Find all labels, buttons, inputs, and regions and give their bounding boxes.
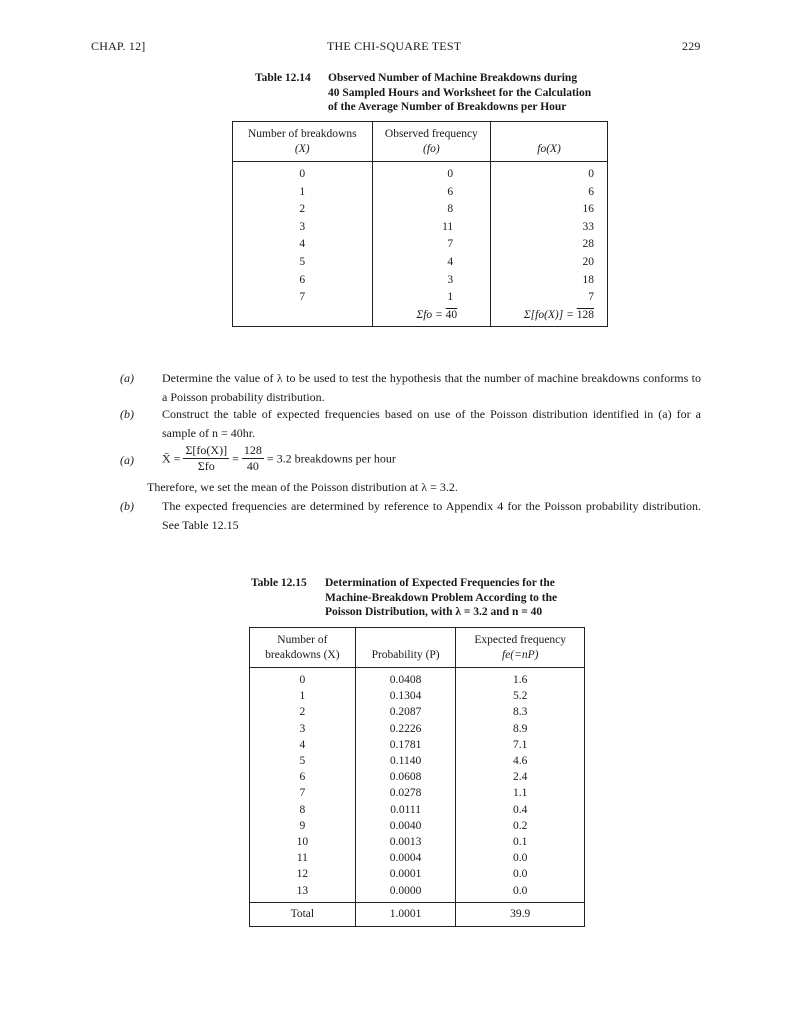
table-row: [250, 802, 585, 818]
expected-frequency-cell: 0.0: [456, 850, 585, 866]
problem-text: Determine the value of λ to be used to test the hypothesis that the number of machine breakdowns conforms to a Poisson probability distribution.: [162, 371, 701, 404]
fraction-values: [242, 443, 264, 474]
breakdowns-cell: 12: [296, 868, 309, 881]
probability-cell: 0.0111: [355, 802, 456, 818]
table-12-15: [249, 627, 585, 927]
fox-cell: 7: [491, 289, 608, 307]
breakdowns-cell: 5: [299, 755, 306, 768]
table-row: [233, 236, 608, 254]
column-header-observed: Observed frequency (fo): [372, 122, 491, 162]
probability-cell: 0.0608: [355, 769, 456, 785]
breakdowns-cell: 2: [299, 706, 306, 719]
table-row: [233, 289, 608, 307]
table-header-row: [233, 122, 608, 162]
fox-cell: 28: [491, 236, 608, 254]
probability-cell: 0.0278: [355, 785, 456, 801]
breakdowns-cell: 10: [296, 836, 309, 849]
table-12-15-caption: [251, 576, 611, 622]
denominator: 40: [246, 459, 259, 473]
breakdowns-cell: 6: [299, 771, 306, 784]
probability-cell: 0.0001: [355, 866, 456, 882]
table-row: [233, 162, 608, 184]
problem-text: Construct the table of expected frequencies based on use of the Poisson distribution identified in (a) for a sample of n = 40hr.: [162, 407, 701, 440]
breakdowns-cell: 3: [299, 722, 306, 735]
table-12-14-caption: [255, 71, 615, 117]
total-probability: 1.0001: [355, 902, 456, 927]
breakdowns-cell: 3: [299, 220, 306, 233]
breakdowns-cell: 5: [299, 255, 306, 268]
table-12-14-number: Table 12.14: [255, 72, 311, 84]
table-row: [250, 688, 585, 704]
caption-line: of the Average Number of Breakdowns per Hour: [328, 101, 567, 113]
mean-formula: [162, 443, 396, 474]
table-row: [250, 834, 585, 850]
sum-fo-value: 40: [445, 308, 458, 321]
probability-cell: 0.0408: [355, 668, 456, 689]
therefore-sentence: Therefore, we set the mean of the Poisson distribution at λ = 3.2.: [147, 480, 458, 494]
table-row: [250, 850, 585, 866]
table-row: [233, 184, 608, 202]
breakdowns-cell: 6: [299, 273, 306, 286]
table-row: [250, 769, 585, 785]
table-row: [233, 254, 608, 272]
breakdowns-cell: 4: [299, 238, 306, 251]
part-label: (a): [120, 453, 134, 467]
expected-frequency-cell: 0.1: [456, 834, 585, 850]
breakdowns-cell: 4: [299, 738, 306, 751]
column-header-x: Number of breakdowns (X): [233, 122, 373, 162]
breakdowns-cell: 7: [299, 291, 306, 304]
table-row: [250, 818, 585, 834]
probability-cell: 0.0013: [355, 834, 456, 850]
expected-frequency-cell: 8.3: [456, 704, 585, 720]
probability-cell: 0.0040: [355, 818, 456, 834]
table-row: [250, 866, 585, 882]
expected-frequency-cell: 0.2: [456, 818, 585, 834]
expected-frequency-cell: 2.4: [456, 769, 585, 785]
expected-frequency-cell: 8.9: [456, 721, 585, 737]
sum-fo-cell: [372, 307, 491, 327]
sum-fo-label: Σfo =: [416, 308, 443, 321]
observed-frequency-cell: 8: [372, 201, 491, 219]
expected-frequency-cell: 1.6: [456, 668, 585, 689]
total-expected: 39.9: [456, 902, 585, 927]
breakdowns-cell: 8: [299, 803, 306, 816]
breakdowns-cell: 1: [299, 690, 306, 703]
total-label: Total: [250, 902, 356, 927]
probability-cell: 0.1140: [355, 753, 456, 769]
table-row: [250, 883, 585, 903]
table-row: [250, 737, 585, 753]
solution-part-b: [120, 497, 701, 534]
problem-part-b: [120, 405, 701, 442]
expected-frequency-cell: 0.0: [456, 866, 585, 882]
breakdowns-cell: 0: [299, 168, 306, 180]
expected-frequency-cell: 4.6: [456, 753, 585, 769]
empty-cell: [233, 307, 373, 327]
sum-fox-cell: [491, 307, 608, 327]
solution-part-a: [120, 443, 701, 477]
table-row: [233, 201, 608, 219]
probability-cell: 0.2226: [355, 721, 456, 737]
table-row: [250, 668, 585, 689]
numerator: 128: [243, 443, 262, 457]
column-header-x: Number of breakdowns (X): [250, 628, 356, 668]
caption-line: Observed Number of Machine Breakdowns during: [328, 72, 578, 84]
part-label: (b): [120, 407, 134, 421]
probability-cell: 0.1781: [355, 737, 456, 753]
fraction-sum: [183, 443, 229, 474]
expected-frequency-cell: 0.4: [456, 802, 585, 818]
part-label: (a): [120, 371, 134, 385]
table-row: [250, 704, 585, 720]
caption-line: Poisson Distribution, with λ = 3.2 and n = 40: [325, 606, 543, 618]
expected-frequency-cell: 0.0: [456, 883, 585, 903]
table-12-15-number: Table 12.15: [251, 577, 307, 589]
running-title: THE CHI-SQUARE TEST: [327, 39, 462, 53]
observed-frequency-cell: 11: [372, 219, 491, 237]
expected-frequency-cell: 1.1: [456, 785, 585, 801]
sum-row: [233, 307, 608, 327]
fox-cell: 0: [491, 162, 608, 184]
fox-cell: 16: [491, 201, 608, 219]
breakdowns-cell: 9: [299, 819, 306, 832]
table-row: [233, 272, 608, 290]
column-header-probability: Probability (P): [355, 628, 456, 668]
equals-sign: =: [232, 451, 239, 466]
table-row: [233, 219, 608, 237]
fox-cell: 20: [491, 254, 608, 272]
table-row: [250, 785, 585, 801]
sum-fox-label: Σ[fo(X)] =: [523, 308, 574, 321]
table-row: [250, 753, 585, 769]
column-header-expected: Expected frequency fe(=nP): [456, 628, 585, 668]
caption-line: Determination of Expected Frequencies for the: [325, 577, 555, 589]
probability-cell: 0.1304: [355, 688, 456, 704]
observed-frequency-cell: 0: [372, 162, 491, 184]
observed-frequency-cell: 7: [372, 236, 491, 254]
x-bar: X̄ =: [162, 451, 181, 466]
chapter-label: CHAP. 12]: [91, 39, 146, 53]
table-12-14: [232, 121, 608, 327]
observed-frequency-cell: 6: [372, 184, 491, 202]
breakdowns-cell: 11: [296, 852, 308, 865]
numerator: Σ[fo(X)]: [185, 443, 228, 457]
expected-frequency-cell: 7.1: [456, 737, 585, 753]
probability-cell: 0.0004: [355, 850, 456, 866]
column-header-fox: fo(X): [491, 122, 608, 162]
breakdowns-cell: 2: [299, 203, 306, 216]
table-header-row: [250, 628, 585, 668]
caption-line: 40 Sampled Hours and Worksheet for the Calculation: [328, 86, 592, 99]
observed-frequency-cell: 1: [372, 289, 491, 307]
fox-cell: 18: [491, 272, 608, 290]
expected-frequency-cell: 5.2: [456, 688, 585, 704]
probability-cell: 0.2087: [355, 704, 456, 720]
probability-cell: 0.0000: [355, 883, 456, 903]
sum-fox-value: 128: [576, 308, 594, 321]
breakdowns-cell: 13: [296, 884, 309, 897]
solution-text: The expected frequencies are determined by reference to Appendix 4 for the Poisson probability distribution. See Table 12.15: [162, 499, 701, 532]
mean-result: = 3.2 breakdowns per hour: [266, 451, 396, 466]
total-row: [250, 902, 585, 927]
fox-cell: 33: [491, 219, 608, 237]
breakdowns-cell: 1: [299, 185, 306, 198]
observed-frequency-cell: 3: [372, 272, 491, 290]
problem-part-a: [120, 369, 701, 406]
part-label: (b): [120, 499, 134, 513]
caption-line: Machine-Breakdown Problem According to the: [325, 591, 558, 604]
table-row: [250, 721, 585, 737]
observed-frequency-cell: 4: [372, 254, 491, 272]
fox-cell: 6: [491, 184, 608, 202]
denominator: Σfo: [197, 459, 215, 473]
breakdowns-cell: 7: [299, 787, 306, 800]
breakdowns-cell: 0: [299, 674, 306, 686]
page-number: 229: [682, 39, 701, 53]
